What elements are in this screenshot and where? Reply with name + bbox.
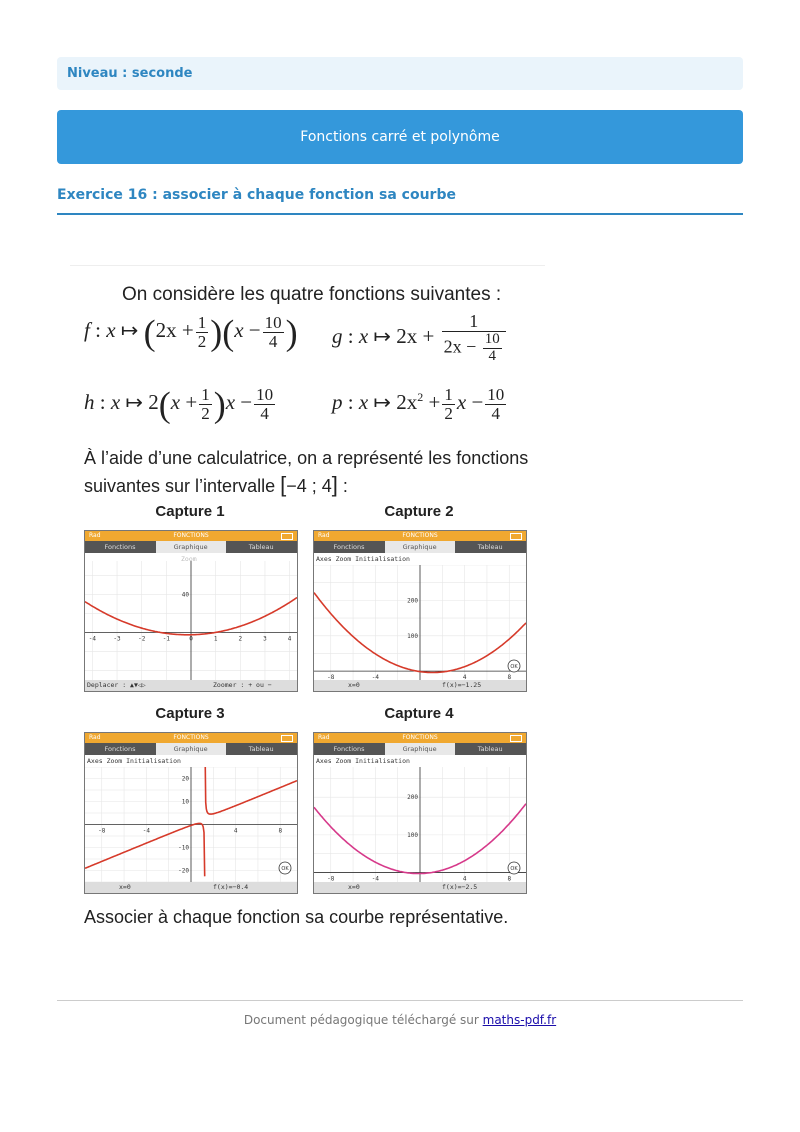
battery-icon (281, 735, 293, 742)
x-tick-label: 1 (213, 635, 218, 643)
x-tick-label: 8 (278, 827, 283, 835)
calc-zoom-label: Zoom (181, 555, 197, 563)
x-tick-label: -3 (113, 635, 121, 643)
chapter-banner: Fonctions carré et polynôme (57, 110, 743, 164)
capture-2-screen (313, 530, 527, 692)
calc-text-line2: suivantes sur l’intervalle [−4 ; 4] : (84, 472, 348, 497)
interval: −4 ; 4 (286, 476, 332, 496)
f-frac1: $\frac{1}{2}$ (197, 313, 207, 351)
f-term: 2x (155, 318, 177, 343)
calc-status-bar: Rad FONCTIONS (85, 531, 297, 541)
battery-icon (510, 533, 522, 540)
calc-tab-tableau: Tableau (248, 543, 274, 551)
calc-tab-graphique: Graphique (156, 541, 226, 553)
function-curve (205, 767, 297, 814)
g-name: g (332, 324, 343, 349)
f-frac2: $\frac{10}{4}$ (264, 313, 282, 351)
x-tick-label: -4 (142, 827, 150, 835)
calc-tabs (314, 541, 526, 553)
calc-status-bar: Rad FONCTIONS (85, 733, 297, 743)
calc-menu-bar: Axes Zoom Initialisation (316, 757, 410, 765)
calc-status-bar: Rad FONCTIONS (314, 733, 526, 743)
y-tick-label: 10 (181, 798, 189, 806)
calc-menu-bar: Axes Zoom Initialisation (316, 555, 410, 563)
capture-4-label: Capture 4 (384, 705, 454, 722)
y-tick-label: 100 (407, 831, 418, 839)
g-frac: 1 2x − $\frac{10}{4}$ (442, 312, 506, 364)
x-tick-label: 8 (507, 875, 512, 882)
calc-tab-fonctions: Fonctions (333, 745, 365, 753)
p-frac2: $\frac{10}{4}$ (487, 385, 505, 423)
x-tick-label: -4 (88, 635, 97, 643)
calc-tab-graphique: Graphique (385, 743, 455, 755)
exercise-figure (70, 262, 545, 942)
y-tick-label: 200 (407, 597, 418, 605)
x-tick-label: 0 (189, 635, 193, 643)
x-tick-label: -8 (327, 674, 335, 680)
capture-3-label: Capture 3 (155, 705, 225, 722)
calc-tab-tableau: Tableau (248, 745, 274, 753)
footer (57, 1013, 743, 1027)
x-tick-label: 4 (287, 635, 292, 643)
y-tick-label: -10 (178, 844, 189, 852)
p-frac1: $\frac{1}{2}$ (444, 385, 453, 423)
calc-tabs (85, 541, 297, 553)
capture-4-screen (313, 732, 527, 894)
calc-plot (85, 561, 297, 680)
calc-tab-fonctions: Fonctions (104, 745, 136, 753)
ok-label: OK (510, 664, 518, 670)
calc-tabs (314, 743, 526, 755)
x-tick-label: 8 (507, 674, 512, 680)
h-name: h (84, 390, 95, 415)
g-term: 2x (396, 324, 418, 349)
h-frac1: $\frac{1}{2}$ (201, 385, 210, 423)
x-tick-label: -4 (371, 875, 379, 882)
battery-icon (281, 533, 293, 540)
h-frac2: $\frac{10}{4}$ (256, 385, 274, 423)
exercise-title: Exercice 16 : associer à chaque fonction sa courbe (57, 187, 743, 215)
function-h: h : x ↦ 2(x + $\frac{1}{2}$ )x − $\frac{10}{4}$ (84, 384, 274, 425)
calc-status-bar: Rad FONCTIONS (314, 531, 526, 541)
capture-3-screen (84, 732, 298, 894)
footer-divider (57, 1000, 743, 1001)
capture-1-label: Capture 1 (155, 503, 225, 520)
calc-plot (314, 767, 526, 882)
ok-label: OK (510, 866, 518, 872)
x-tick-label: -8 (327, 875, 335, 882)
calc-footer: Deplacer : ▲▼◁▷ Zoomer : + ou − (85, 680, 297, 691)
f-name: f (84, 318, 90, 343)
x-tick-label: 4 (462, 875, 467, 882)
figure-top-rule (70, 265, 545, 266)
calc-text-line1: À l’aide d’une calculatrice, on a représenté les fonctions (84, 448, 529, 468)
p-term: 2x (396, 390, 418, 415)
calc-plot (85, 767, 297, 882)
calc-tabs (85, 743, 297, 755)
calc-tab-tableau: Tableau (477, 543, 503, 551)
h-coef: 2 (148, 390, 159, 415)
capture-2-label: Capture 2 (384, 503, 454, 520)
x-tick-label: -1 (162, 635, 170, 643)
calc-footer: x=0 f(x)=−0.4 (85, 882, 297, 893)
calc-menu-bar: Axes Zoom Initialisation (87, 757, 181, 765)
x-tick-label: -2 (138, 635, 146, 643)
y-tick-label: -20 (178, 867, 189, 875)
y-tick-label: 20 (181, 775, 189, 783)
ok-label: OK (281, 866, 289, 872)
p-name: p (332, 390, 343, 415)
function-p: p : x ↦ $2x^2$ + $\frac{1}{2}$ x − $\frac{10}{4}$ (332, 385, 505, 423)
calc-plot (314, 565, 526, 680)
x-tick-label: 3 (263, 635, 267, 643)
capture-1-screen (84, 530, 298, 692)
calc-tab-tableau: Tableau (477, 745, 503, 753)
x-tick-label: 2 (238, 635, 243, 643)
x-tick-label: 4 (462, 674, 467, 680)
y-tick-label: 100 (407, 632, 418, 640)
battery-icon (510, 735, 522, 742)
calc-tab-fonctions: Fonctions (104, 543, 136, 551)
level-label: Niveau : seconde (67, 66, 193, 81)
level-box (57, 57, 743, 90)
x-tick-label: -8 (98, 827, 106, 835)
function-f: f : x ↦ (2x + $\frac{1}{2}$ )(x − $\frac{10}{4}$ ) (84, 312, 298, 353)
footer-text: Document pédagogique téléchargé sur (243, 1013, 483, 1027)
calc-tab-graphique: Graphique (385, 541, 455, 553)
question-text: Associer à chaque fonction sa courbe représentative. (84, 907, 509, 927)
calc-tab-fonctions: Fonctions (333, 543, 365, 551)
calc-footer: x=0 f(x)=−1.25 (314, 680, 526, 691)
y-tick-label: 200 (407, 794, 418, 802)
figure-intro: On considère les quatre fonctions suivantes : (122, 284, 502, 305)
calc-footer: x=0 f(x)=−2.5 (314, 882, 526, 893)
x-tick-label: -4 (371, 674, 379, 680)
function-g: g : x ↦ 2x + 1 2x − $\frac{10}{4}$ (332, 312, 508, 364)
f-x: x (234, 318, 244, 343)
footer-link[interactable]: maths-pdf.fr (482, 1013, 557, 1027)
calc-tab-graphique: Graphique (156, 743, 226, 755)
y-tick-label: 40 (181, 591, 189, 599)
x-tick-label: 4 (233, 827, 238, 835)
